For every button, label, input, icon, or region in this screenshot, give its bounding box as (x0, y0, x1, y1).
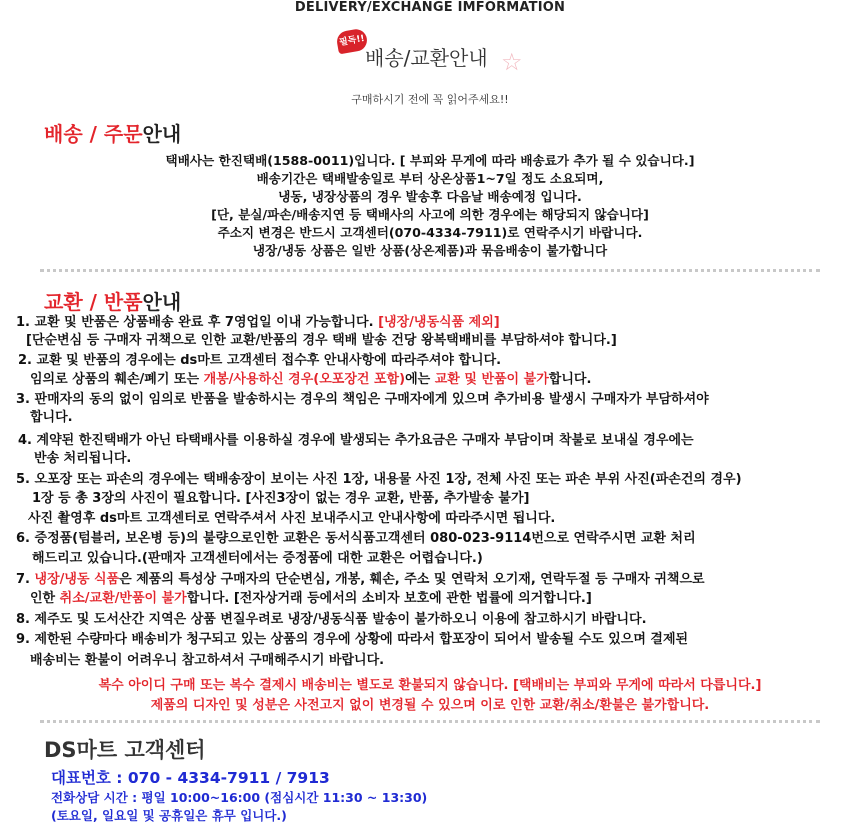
top-title: DELIVERY/EXCHANGE IMFORMATION (294, 0, 566, 15)
exchange-text: 에는 (405, 372, 435, 387)
exchange-item-9: 9. 제한된 수량마다 배송비가 청구되고 있는 상품의 경우에 상황에 따라서 합포장이 되어서 발송될 수도 있으며 결제된 (16, 632, 689, 647)
exchange-item-3-detail: 합니다. (30, 410, 73, 425)
exchange-title-red: 교환 / 반품 (44, 290, 143, 314)
exchange-section-title (44, 286, 181, 315)
must-read-badge: 필독!! (335, 28, 368, 55)
exchange-item-1 (16, 314, 500, 332)
sub-title: 구매하시기 전에 꼭 읽어주세요!! (351, 93, 509, 106)
exchange-text: 은 제품의 특성상 구매자의 단순변심, 개봉, 훼손, 주소 및 연락처 오기재, 연락두절 등 구매자 귀책으로 (119, 572, 705, 587)
delivery-line: 냉장/냉동 상품은 일반 상품(상온제품)과 묶음배송이 불가합니다 (252, 243, 608, 258)
customer-center-phone: 대표번호 : 070 - 4334-7911 / 7913 (51, 769, 330, 787)
exchange-warning: 취소/교환/반품이 불가 (59, 591, 187, 606)
customer-center-holiday: (토요일, 일요일 및 공휴일은 휴무 입니다.) (51, 808, 287, 823)
exchange-text: 7. (16, 572, 35, 587)
exchange-item-7-detail (30, 590, 592, 608)
main-title: 배송/교환안내 (365, 46, 488, 70)
exchange-item-6-detail: 해드리고 있습니다.(판매자 고객센터에서는 증정품에 대한 교환은 어렵습니다.) (32, 551, 483, 566)
exchange-item-2-detail (30, 371, 591, 389)
section-divider (40, 720, 820, 723)
customer-center-hours: 전화상담 시간 : 평일 10:00~16:00 (점심시간 11:30 ~ 13:30) (51, 790, 428, 805)
exchange-text: 인한 (30, 591, 60, 606)
exchange-item-6: 6. 증정품(텀블러, 보온병 등)의 불량으로인한 교환은 동서식품고객센터 080-023-9114번으로 연락주시면 교환 처리 (16, 531, 696, 546)
exchange-title-dark: 안내 (142, 290, 182, 314)
exchange-item-5-detail: 사진 촬영후 ds마트 고객센터로 연락주셔서 사진 보내주시고 안내사항에 따라주시면 됩니다. (28, 511, 556, 526)
exchange-warning: 냉장/냉동 식품 (34, 572, 120, 587)
customer-center-title: DS마트 고객센터 (44, 738, 206, 762)
exchange-text: 합니다. [전자상거래 등에서의 소비자 보호에 관한 법률에 의거합니다.] (186, 591, 592, 606)
delivery-line: 냉동, 냉장상품의 경우 발송후 다음날 배송예정 입니다. (278, 189, 582, 204)
delivery-title-red: 배송 / 주문 (44, 122, 143, 146)
star-icon: ☆ (501, 48, 523, 76)
exchange-warning: 개봉/사용하신 경우(오포장건 포함) (203, 372, 406, 387)
exchange-item-4: 4. 계약된 한진택배가 아닌 타택배사를 이용하실 경우에 발생되는 추가요금은 구매자 부담이며 착불로 보내실 경우에는 (18, 433, 694, 448)
section-divider (40, 269, 820, 272)
exchange-warning: [냉장/냉동식품 제외] (378, 315, 500, 330)
delivery-title-dark: 안내 (142, 122, 182, 146)
exchange-text: 임의로 상품의 훼손/폐기 또는 (30, 372, 204, 387)
red-notice-2: 제품의 디자인 및 성분은 사전고지 없이 변경될 수 있으며 이로 인한 교환/취소/환불은 불가합니다. (150, 698, 710, 713)
delivery-section-title (44, 118, 181, 147)
delivery-line: 배송기간은 택배발송일로 부터 상온상품1~7일 정도 소요되며, (256, 171, 604, 186)
exchange-text: 1. 교환 및 반품은 상품배송 완료 후 7영업일 이내 가능합니다. (16, 315, 374, 330)
delivery-line: 택배사는 한진택배(1588-0011)입니다. [ 부피와 무게에 따라 배송료가 추가 될 수 있습니다.] (165, 153, 695, 168)
exchange-warning: 교환 및 반품이 불가 (434, 372, 549, 387)
exchange-item-1-detail: [단순변심 등 구매자 귀책으로 인한 교환/반품의 경우 택배 발송 건당 왕복택배비를 부담하셔야 합니다.] (26, 333, 617, 348)
exchange-item-8: 8. 제주도 및 도서산간 지역은 상품 변질우려로 냉장/냉동식품 발송이 불가하오니 이용에 참고하시기 바랍니다. (16, 612, 647, 627)
exchange-text: 합니다. (548, 372, 592, 387)
delivery-line: 주소지 변경은 반드시 고객센터(070-4334-7911)로 연락주시기 바랍니다. (217, 225, 643, 240)
red-notice-1: 복수 아이디 구매 또는 복수 결제시 배송비는 별도로 환불되지 않습니다. [택배비는 부피와 무게에 따라서 다릅니다.] (98, 678, 762, 693)
exchange-item-5-detail: 1장 등 총 3장의 사진이 필요합니다. [사진3장이 없는 경우 교환, 반품, 추가발송 불가] (32, 491, 530, 506)
exchange-item-7 (16, 571, 705, 589)
exchange-item-9-detail: 배송비는 환불이 어려우니 참고하셔서 구매해주시기 바랍니다. (30, 653, 385, 668)
exchange-item-3: 3. 판매자의 동의 없이 임의로 반품을 발송하시는 경우의 책임은 구매자에게 있으며 추가비용 발생시 구매자가 부담하셔야 (16, 392, 709, 407)
exchange-item-4-detail: 반송 처리됩니다. (34, 451, 132, 466)
delivery-line: [단, 분실/파손/배송지연 등 택배사의 사고에 의한 경우에는 해당되지 않습니다] (211, 207, 649, 222)
exchange-item-2: 2. 교환 및 반품의 경우에는 ds마트 고객센터 접수후 안내사항에 따라주셔야 합니다. (18, 353, 502, 368)
exchange-item-5: 5. 오포장 또는 파손의 경우에는 택배송장이 보이는 사진 1장, 내용물 사진 1장, 전체 사진 또는 파손 부위 사진(파손건의 경우) (16, 472, 742, 487)
